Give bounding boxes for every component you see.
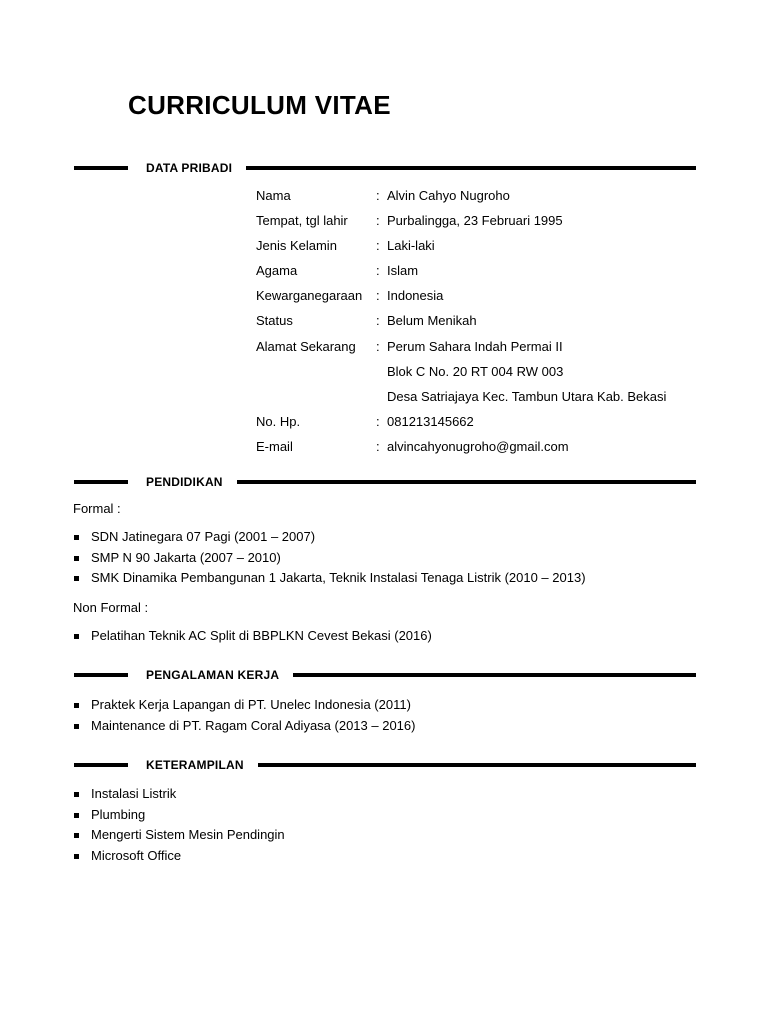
info-colon: :: [376, 288, 380, 304]
bullet-icon: [74, 813, 79, 818]
info-colon: :: [376, 438, 380, 454]
list-item: [73, 827, 285, 848]
section-rule-left: [74, 763, 128, 767]
formal-label: Formal :: [73, 501, 121, 516]
info-label: Tempat, tgl lahir: [256, 213, 348, 229]
info-label: Jenis Kelamin: [256, 238, 337, 254]
info-colon: :: [376, 263, 380, 279]
section-title: PENDIDIKAN: [146, 475, 223, 489]
info-value: Blok C No. 20 RT 004 RW 003: [387, 363, 564, 379]
info-value: 081213145662: [387, 413, 474, 429]
section-title: PENGALAMAN KERJA: [146, 668, 280, 682]
list-item: [73, 628, 432, 649]
bullet-icon: [74, 703, 79, 708]
list-item-text: SDN Jatinegara 07 Pagi (2001 – 2007): [91, 529, 316, 544]
info-value: Laki-laki: [387, 238, 435, 254]
list-item-text: Pelatihan Teknik AC Split di BBPLKN Cevest Bekasi (2016): [91, 628, 432, 643]
nonformal-label: Non Formal :: [73, 600, 149, 615]
info-value: Desa Satriajaya Kec. Tambun Utara Kab. Bekasi: [387, 388, 667, 404]
list-item-text: Praktek Kerja Lapangan di PT. Unelec Indonesia (2011): [91, 697, 411, 712]
section-rule-left: [74, 166, 128, 170]
info-label: Agama: [256, 263, 298, 279]
info-label: Status: [256, 313, 293, 329]
section-title: KETERAMPILAN: [146, 758, 244, 772]
list-item-text: Plumbing: [91, 806, 146, 822]
info-value: Perum Sahara Indah Permai II: [387, 338, 563, 354]
list-item-text: Maintenance di PT. Ragam Coral Adiyasa (2013 – 2016): [91, 717, 416, 733]
list-item: [73, 848, 285, 869]
bullet-icon: [74, 792, 79, 797]
info-label: Kewarganegaraan: [256, 288, 363, 304]
info-value: Indonesia: [387, 288, 444, 304]
document-title: CURRICULUM VITAE: [128, 90, 391, 120]
formal-education-list: [73, 529, 586, 591]
info-label: No. Hp.: [256, 413, 301, 429]
bullet-icon: [74, 576, 79, 581]
info-value: Purbalingga, 23 Februari 1995: [387, 213, 563, 229]
section-header-education: [74, 474, 696, 490]
info-label: Alamat Sekarang: [256, 338, 356, 354]
section-title: DATA PRIBADI: [146, 161, 233, 175]
list-item: [73, 570, 586, 591]
list-item-text: Mengerti Sistem Mesin Pendingin: [91, 827, 285, 843]
section-rule-right: [293, 673, 696, 677]
nonformal-education-list: [73, 628, 432, 649]
section-rule-left: [74, 480, 128, 484]
section-rule-right: [237, 480, 696, 484]
section-rule-left: [74, 673, 128, 677]
info-value: alvincahyonugroho@gmail.com: [387, 438, 569, 454]
list-item-text: Instalasi Listrik: [91, 786, 177, 801]
info-colon: :: [376, 188, 380, 203]
bullet-icon: [74, 535, 79, 540]
section-header-personal: [74, 160, 696, 176]
bullet-icon: [74, 724, 79, 729]
info-colon: :: [376, 213, 380, 229]
info-label: E-mail: [256, 438, 293, 454]
list-item: [73, 529, 586, 550]
section-rule-right: [258, 763, 696, 767]
section-header-skills: [74, 757, 696, 773]
section-rule-right: [246, 166, 696, 170]
list-item-text: Microsoft Office: [91, 847, 182, 863]
bullet-icon: [74, 833, 79, 838]
skills-list: [73, 786, 285, 868]
info-value: Alvin Cahyo Nugroho: [387, 188, 510, 203]
list-item: [73, 718, 415, 739]
section-header-experience: [74, 667, 696, 683]
list-item: [73, 786, 285, 807]
list-item: [73, 550, 586, 571]
info-value: Islam: [387, 263, 419, 279]
info-colon: :: [376, 413, 380, 429]
list-item: [73, 697, 415, 718]
bullet-icon: [74, 634, 79, 639]
experience-list: [73, 697, 415, 738]
bullet-icon: [74, 556, 79, 561]
info-colon: :: [376, 238, 380, 254]
list-item-text: SMK Dinamika Pembangunan 1 Jakarta, Teknik Instalasi Tenaga Listrik (2010 – 2013): [91, 570, 586, 586]
bullet-icon: [74, 854, 79, 859]
info-colon: :: [376, 313, 380, 329]
list-item: [73, 807, 285, 828]
list-item-text: SMP N 90 Jakarta (2007 – 2010): [91, 549, 281, 565]
info-label: Nama: [256, 188, 291, 203]
info-colon: :: [376, 338, 380, 354]
info-value: Belum Menikah: [387, 313, 477, 329]
